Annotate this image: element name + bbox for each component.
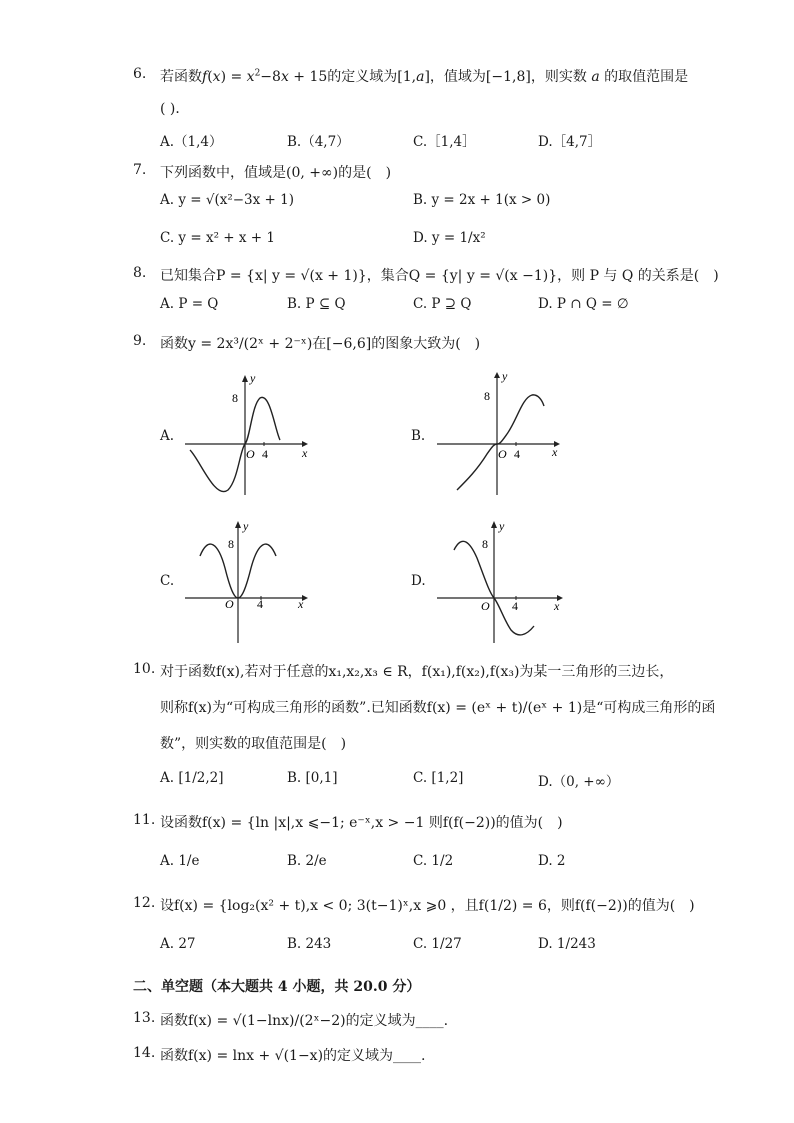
- q11-number: 11.: [133, 812, 156, 828]
- graph-d-tick-x: 4: [512, 599, 518, 613]
- q9-option-c: C.: [160, 573, 175, 589]
- graph-a-tick-y: 8: [232, 391, 238, 405]
- q8-option-d: D. P ∩ Q = ∅: [538, 296, 629, 312]
- q9-stem: 函数y = 2x³/(2ˣ + 2⁻ˣ)在[−6,6]的图象大致为( ): [160, 336, 481, 352]
- graph-a-tick-x: 4: [262, 447, 268, 461]
- q12-option-a: A. 27: [160, 936, 196, 952]
- graph-b: [432, 370, 572, 500]
- q7-option-c: C. y = x² + x + 1: [160, 230, 275, 246]
- q7-option-d: D. y = 1/x²: [413, 230, 486, 246]
- q10-line1: 对于函数f(x),若对于任意的x₁,x₂,x₃ ∈ R，f(x₁),f(x₂),f(x₃)为某一三角形的三边长，: [160, 664, 674, 680]
- q10-line3: 数”，则实数的取值范围是( ): [160, 736, 347, 752]
- q14-number: 14.: [133, 1045, 156, 1061]
- q10-line2: 则称f(x)为“可构成三角形的函数”.已知函数f(x) = (eˣ + t)/(eˣ + 1)是“可构成三角形的函: [160, 700, 716, 716]
- graph-c: [180, 518, 320, 648]
- q10-number: 10.: [133, 661, 156, 677]
- q11-option-b: B. 2/e: [287, 853, 327, 869]
- graph-b-origin: O: [498, 447, 507, 461]
- graph-c-tick-y: 8: [228, 537, 234, 551]
- q10-option-b: B. [0,1]: [287, 770, 338, 786]
- q6-number: 6.: [133, 66, 147, 82]
- q9-option-a: A.: [160, 428, 175, 444]
- graph-b-y-label: y: [502, 370, 508, 383]
- q6-option-a: A.（1,4）: [160, 134, 223, 150]
- q12-option-c: C. 1/27: [413, 936, 462, 952]
- q12-option-b: B. 243: [287, 936, 332, 952]
- graph-d-x-label: x: [554, 599, 560, 613]
- q7-stem: 下列函数中，值域是(0, +∞)的是( ): [160, 165, 392, 181]
- q13-number: 13.: [133, 1010, 156, 1026]
- q11-stem: 设函数f(x) = {ln |x|,x ⩽−1; e⁻ˣ,x > −1 则f(f(−2))的值为( ): [160, 815, 563, 831]
- q6-stem-cont: ( )．: [160, 101, 190, 117]
- graph-a-y-label: y: [250, 371, 256, 385]
- q12-number: 12.: [133, 895, 156, 911]
- graph-c-x-label: x: [298, 597, 304, 611]
- q7-option-a: A. y = √(x²−3x + 1): [160, 192, 295, 208]
- section-heading: 二、单空题（本大题共 4 小题，共 20.0 分）: [133, 979, 421, 995]
- q6-stem: 若函数$f(x) = x^2-8x + 15$的定义域为[1,a]，值域为[−1,8]，则实数 a 的取值范围是: [160, 68, 689, 85]
- q9-option-d: D.: [411, 573, 426, 589]
- graph-d-origin: O: [481, 599, 490, 613]
- q7-number: 7.: [133, 162, 147, 178]
- q12-stem: 设f(x) = {log₂(x² + t),x < 0; 3(t−1)ˣ,x ⩾0 ，且f(1/2) = 6，则f(f(−2))的值为( ): [160, 898, 695, 914]
- q8-option-c: C. P ⊇ Q: [413, 296, 472, 312]
- graph-d: [432, 518, 572, 648]
- graph-c-y-label: y: [243, 519, 249, 533]
- graph-b-tick-y: 8: [484, 389, 490, 403]
- q8-option-b: B. P ⊆ Q: [287, 296, 346, 312]
- q10-option-d: D.（0, +∞）: [538, 774, 620, 790]
- graph-d-y-label: y: [499, 519, 505, 533]
- q11-option-a: A. 1/e: [160, 853, 200, 869]
- graph-c-tick-x: 4: [257, 597, 263, 611]
- graph-a-origin: O: [246, 447, 255, 461]
- q8-option-a: A. P = Q: [160, 296, 219, 312]
- graph-a-x-label: x: [302, 446, 308, 460]
- q13-stem: 函数f(x) = √(1−lnx)/(2ˣ−2)的定义域为____.: [160, 1013, 449, 1029]
- q8-stem: 已知集合P = {x| y = √(x + 1)}，集合Q = {y| y = √(x −1)}，则 P 与 Q 的关系是( ): [160, 268, 719, 284]
- q10-option-c: C. [1,2]: [413, 770, 464, 786]
- q10-option-a: A. [1/2,2]: [160, 770, 224, 786]
- q6-option-b: B.（4,7）: [287, 134, 350, 150]
- graph-b-tick-x: 4: [514, 447, 520, 461]
- graph-d-tick-y: 8: [482, 537, 488, 551]
- q9-option-b: B.: [411, 428, 426, 444]
- q6-option-d: D.［4,7］: [538, 134, 602, 150]
- q12-option-d: D. 1/243: [538, 936, 596, 952]
- q7-option-b: B. y = 2x + 1(x > 0): [413, 192, 551, 208]
- q9-number: 9.: [133, 333, 147, 349]
- graph-b-curve: [457, 395, 544, 490]
- graph-a: [180, 370, 320, 500]
- q11-option-c: C. 1/2: [413, 853, 454, 869]
- q6-option-c: C.［1,4］: [413, 134, 476, 150]
- q14-stem: 函数f(x) = lnx + √(1−x)的定义域为____.: [160, 1048, 426, 1064]
- q8-number: 8.: [133, 265, 147, 281]
- graph-b-x-label: x: [552, 445, 558, 459]
- graph-c-origin: O: [225, 597, 234, 611]
- q11-option-d: D. 2: [538, 853, 566, 869]
